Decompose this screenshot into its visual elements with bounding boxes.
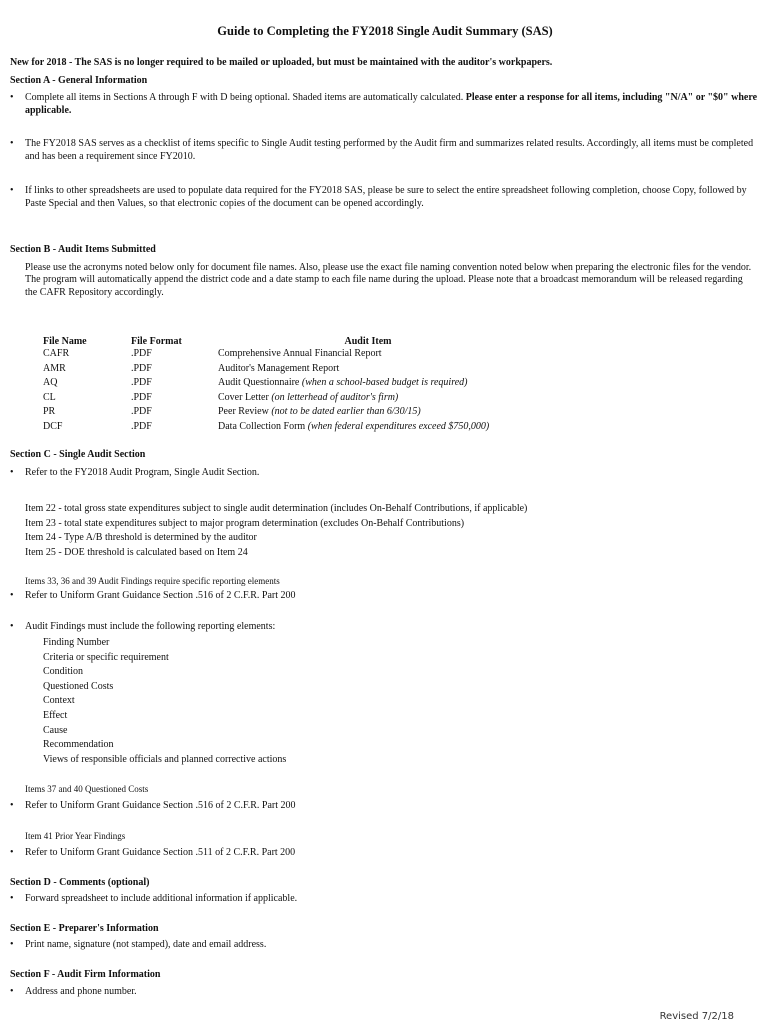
table-row [43,363,518,378]
table-row [43,377,518,392]
table-row [43,392,518,407]
file-name-cell: CL [43,391,56,403]
file-table [43,334,518,435]
revised-date: Revised 7/2/18 [659,1011,734,1022]
bullet-text: Refer to the FY2018 Audit Program, Single Audit Section. [25,467,260,478]
list-item: Effect [43,709,68,721]
list-item: Recommendation [43,739,114,751]
item-list [25,503,755,561]
bullet-text: The FY2018 SAS serves as a checklist of items specific to Single Audit testing performed by the Audit firm and summarizes related results. Accordingly, all items must be completed and has been a requirement since FY2010. [25,138,754,162]
notice: New for 2018 - The SAS is no longer required to be mailed or uploaded, but must be maintained with the auditor's workpapers. [10,57,553,68]
section-f-heading: Section F - Audit Firm Information [10,969,161,980]
audit-item-text: Cover Letter [218,391,272,403]
file-name-cell: AQ [43,377,58,388]
file-format-cell: .PDF [131,362,152,374]
section-b-paragraph: Please use the acronyms noted below only for document file names. Also, please use the exact file naming convention noted below when preparing the electronic files for the vendor. The program will automatically append the district code and a date stamp to each file name during the upload. Please note that a broadcast memorandum will be released regarding the CAFR Repository accordingly. [25,262,752,298]
bullet-text: Forward spreadsheet to include additional information if applicable. [25,893,298,904]
list-item: Item 22 - total gross state expenditures subject to single audit determination (includes On-Behalf Contributions, if applicable) [25,503,528,514]
audit-item-note: (when a school-based budget is required) [301,377,468,388]
bullet-text: Refer to Uniform Grant Guidance Section .516 of 2 C.F.R. Part 200 [25,800,296,811]
audit-item-text: Comprehensive Annual Financial Report [218,348,382,359]
bullet-bold-text: Please enter a response for all items, including "N/A" or "$0" where applicable. [25,92,758,116]
bullet-text: Address and phone number. [25,986,137,997]
audit-item-cell [218,406,518,421]
bullet-text: If links to other spreadsheets are used to populate data required for the FY2018 SAS, please be sure to select the entire spreadsheet following completion, choose Copy, followed by Paste Special and then Values, so that electronic copies of the document can be opened accordingly. [25,185,747,209]
section-d-heading: Section D - Comments (optional) [10,877,150,888]
audit-item-text: Peer Review [218,406,272,417]
bullet-text: Refer to Uniform Grant Guidance Section .511 of 2 C.F.R. Part 200 [25,847,296,858]
audit-item-cell [218,392,518,407]
file-format-cell: .PDF [131,391,152,403]
list-item: Item 25 - DOE threshold is calculated based on Item 24 [25,546,248,558]
column-header: File Format [131,335,182,347]
bullet-icon: • [10,986,14,997]
file-name-cell: CAFR [43,348,70,359]
file-format-cell: .PDF [131,348,152,359]
audit-item-cell [218,348,518,363]
bullet-icon: • [10,939,14,950]
list-item: Criteria or specific requirement [43,651,169,663]
section-e-heading: Section E - Preparer's Information [10,923,159,934]
audit-item-text: Audit Questionnaire [218,377,302,388]
list-item: Finding Number [43,637,110,648]
list-item: Condition [43,666,84,678]
column-header: Audit Item [344,335,392,347]
bullet-text: Audit Findings must include the following reporting elements: [25,621,276,632]
section-c-heading: Section C - Single Audit Section [10,449,146,460]
subheading-prior-year: Item 41 Prior Year Findings [25,831,126,841]
table-row [43,421,518,436]
file-format-cell: .PDF [131,406,152,417]
list-item: Context [43,695,75,707]
list-item: Cause [43,724,68,736]
table-header-row [43,334,518,348]
audit-item-cell [218,363,518,378]
file-name-cell: PR [43,406,56,417]
audit-item-note: (when federal expenditures exceed $750,000) [307,420,490,432]
bullet-icon: • [10,590,14,601]
audit-item-text: Auditor's Management Report [218,362,340,374]
file-name-cell: DCF [43,420,63,432]
list-item: Questioned Costs [43,680,114,692]
page-title: Guide to Completing the FY2018 Single Audit Summary (SAS) [217,24,553,38]
list-item: Item 24 - Type A/B threshold is determined by the auditor [25,532,257,544]
list-item: Views of responsible officials and planned corrective actions [43,753,287,765]
bullet-icon: • [10,893,14,904]
bullet-icon: • [10,185,14,196]
file-name-cell: AMR [43,362,66,374]
column-header: File Name [43,335,87,347]
bullet-icon: • [10,800,14,811]
bullet-icon: • [10,621,14,632]
table-row [43,406,518,421]
list-item: Item 23 - total state expenditures subject to major program determination (excludes On-Behalf Contributions) [25,517,465,529]
bullet-text: Print name, signature (not stamped), date and email address. [25,939,267,950]
reporting-elements-list [43,637,743,768]
audit-item-note: (not to be dated earlier than 6/30/15) [271,406,421,417]
audit-item-cell [218,421,518,436]
bullet-text: Complete all items in Sections A through F with D being optional. Shaded items are automatically calculated. [25,92,466,103]
bullet-icon: • [10,847,14,858]
section-b-heading: Section B - Audit Items Submitted [10,244,156,255]
subheading-audit-findings: Items 33, 36 and 39 Audit Findings require specific reporting elements [25,576,280,586]
bullet-icon: • [10,138,14,149]
file-format-cell: .PDF [131,420,152,432]
section-a-heading: Section A - General Information [10,75,148,86]
audit-item-cell [218,377,518,392]
table-row [43,348,518,363]
subheading-questioned-costs: Items 37 and 40 Questioned Costs [25,784,149,794]
audit-item-text: Data Collection Form [218,420,308,432]
audit-item-note: (on letterhead of auditor's firm) [271,391,399,403]
file-format-cell: .PDF [131,377,152,388]
bullet-text: Refer to Uniform Grant Guidance Section .516 of 2 C.F.R. Part 200 [25,590,296,601]
bullet-icon: • [10,92,14,103]
bullet-icon: • [10,467,14,478]
